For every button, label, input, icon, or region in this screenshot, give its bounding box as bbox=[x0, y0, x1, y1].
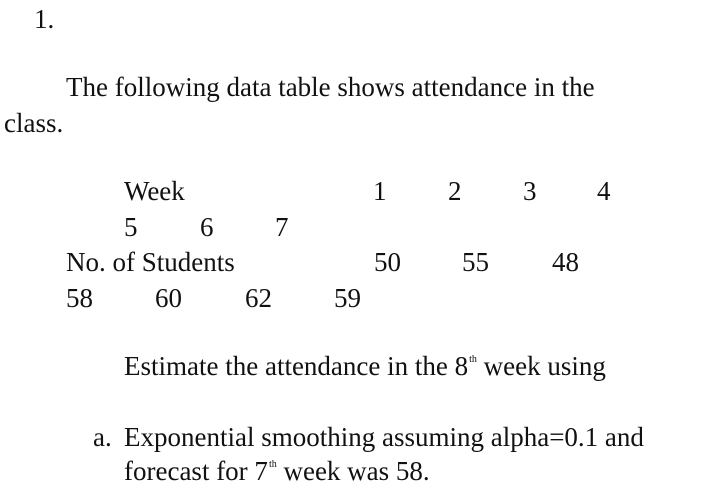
part-a-label: a. bbox=[93, 422, 112, 452]
students-value: 48 bbox=[552, 247, 579, 277]
part-a-superscript: th bbox=[268, 459, 277, 470]
students-value: 50 bbox=[374, 247, 401, 277]
estimate-text-after: week using bbox=[476, 351, 606, 381]
week-label: Week bbox=[124, 176, 185, 206]
part-a-line-2-before: forecast for 7 bbox=[124, 456, 268, 486]
students-value: 55 bbox=[462, 247, 489, 277]
week-value: 7 bbox=[275, 212, 289, 242]
estimate-superscript: th bbox=[469, 354, 477, 365]
intro-line-2: class. bbox=[4, 108, 64, 138]
students-value: 62 bbox=[245, 283, 272, 313]
students-value: 59 bbox=[334, 283, 361, 313]
week-value: 5 bbox=[124, 212, 138, 242]
students-label: No. of Students bbox=[66, 247, 235, 277]
part-a-line-2 bbox=[124, 458, 430, 485]
week-value: 6 bbox=[200, 212, 214, 242]
intro-line-1: The following data table shows attendance in the bbox=[66, 72, 595, 102]
week-value: 3 bbox=[523, 176, 537, 206]
estimate-text-before: Estimate the attendance in the 8 bbox=[124, 351, 469, 381]
week-value: 1 bbox=[373, 176, 387, 206]
week-value: 4 bbox=[597, 176, 611, 206]
week-value: 2 bbox=[448, 176, 462, 206]
part-a-line-1: Exponential smoothing assuming alpha=0.1 and bbox=[124, 422, 644, 452]
estimate-instruction bbox=[124, 353, 606, 380]
students-value: 60 bbox=[155, 283, 182, 313]
question-number: 1. bbox=[34, 4, 55, 34]
part-a-line-2-after: week was 58. bbox=[276, 456, 430, 486]
students-value: 58 bbox=[66, 283, 93, 313]
